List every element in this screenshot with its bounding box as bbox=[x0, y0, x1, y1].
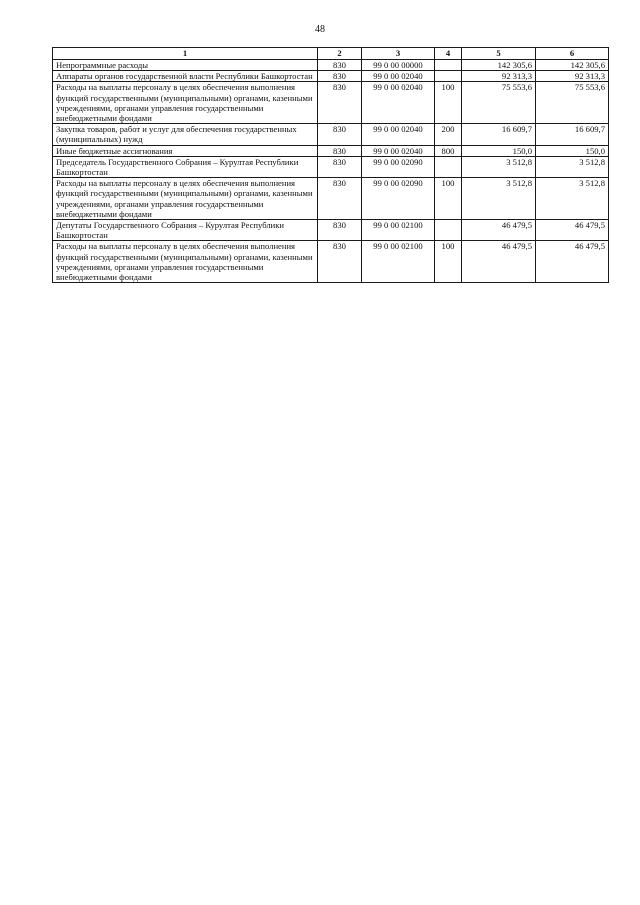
column-header-5: 5 bbox=[462, 48, 536, 60]
table-row bbox=[53, 71, 609, 82]
column-header-1: 1 bbox=[53, 48, 318, 60]
table-row bbox=[53, 220, 609, 241]
row-name: Иные бюджетные ассигнования bbox=[53, 145, 318, 156]
row-expense-type: 100 bbox=[435, 178, 462, 220]
column-header-6: 6 bbox=[536, 48, 609, 60]
row-amount-col5: 75 553,6 bbox=[462, 82, 536, 124]
row-amount-col6: 150,0 bbox=[536, 145, 609, 156]
row-amount-col6: 75 553,6 bbox=[536, 82, 609, 124]
row-name: Расходы на выплаты персоналу в целях обеспечения выполнения функций государственными (муниципальными) органами, казенными учреждениями, органами управления государственными внебюджетными фондами bbox=[53, 241, 318, 283]
row-expense-type: 200 bbox=[435, 124, 462, 145]
row-amount-col6: 46 479,5 bbox=[536, 220, 609, 241]
row-ministry-code: 830 bbox=[318, 60, 362, 71]
row-ministry-code: 830 bbox=[318, 220, 362, 241]
row-name: Председатель Государственного Собрания – Курултая Республики Башкортостан bbox=[53, 156, 318, 177]
row-target-article: 99 0 00 02100 bbox=[362, 220, 435, 241]
row-target-article: 99 0 00 02040 bbox=[362, 124, 435, 145]
row-target-article: 99 0 00 02090 bbox=[362, 156, 435, 177]
row-expense-type bbox=[435, 60, 462, 71]
page-number: 48 bbox=[315, 24, 325, 35]
row-amount-col6: 3 512,8 bbox=[536, 178, 609, 220]
row-name: Расходы на выплаты персоналу в целях обеспечения выполнения функций государственными (муниципальными) органами, казенными учреждениями, органами управления государственными внебюджетными фондами bbox=[53, 82, 318, 124]
row-expense-type bbox=[435, 71, 462, 82]
table-row bbox=[53, 241, 609, 283]
table-row bbox=[53, 124, 609, 145]
row-amount-col5: 142 305,6 bbox=[462, 60, 536, 71]
table-row bbox=[53, 178, 609, 220]
row-name: Непрограммные расходы bbox=[53, 60, 318, 71]
row-target-article: 99 0 00 02100 bbox=[362, 241, 435, 283]
table-header-row bbox=[53, 48, 609, 60]
row-amount-col6: 46 479,5 bbox=[536, 241, 609, 283]
row-amount-col5: 3 512,8 bbox=[462, 156, 536, 177]
row-ministry-code: 830 bbox=[318, 178, 362, 220]
row-expense-type bbox=[435, 156, 462, 177]
row-expense-type: 800 bbox=[435, 145, 462, 156]
row-name: Депутаты Государственного Собрания – Курултая Республики Башкортостан bbox=[53, 220, 318, 241]
column-header-2: 2 bbox=[318, 48, 362, 60]
row-expense-type: 100 bbox=[435, 82, 462, 124]
table-row bbox=[53, 145, 609, 156]
row-ministry-code: 830 bbox=[318, 241, 362, 283]
row-ministry-code: 830 bbox=[318, 156, 362, 177]
row-amount-col6: 92 313,3 bbox=[536, 71, 609, 82]
row-amount-col5: 46 479,5 bbox=[462, 220, 536, 241]
row-amount-col5: 92 313,3 bbox=[462, 71, 536, 82]
table-row bbox=[53, 156, 609, 177]
budget-table bbox=[52, 47, 609, 283]
row-amount-col6: 16 609,7 bbox=[536, 124, 609, 145]
row-target-article: 99 0 00 02090 bbox=[362, 178, 435, 220]
column-header-4: 4 bbox=[435, 48, 462, 60]
row-target-article: 99 0 00 02040 bbox=[362, 71, 435, 82]
row-amount-col5: 3 512,8 bbox=[462, 178, 536, 220]
row-name: Закупка товаров, работ и услуг для обеспечения государственных (муниципальных) нужд bbox=[53, 124, 318, 145]
row-target-article: 99 0 00 02040 bbox=[362, 145, 435, 156]
table-row bbox=[53, 60, 609, 71]
row-ministry-code: 830 bbox=[318, 82, 362, 124]
row-amount-col5: 16 609,7 bbox=[462, 124, 536, 145]
row-ministry-code: 830 bbox=[318, 124, 362, 145]
row-amount-col5: 150,0 bbox=[462, 145, 536, 156]
row-amount-col5: 46 479,5 bbox=[462, 241, 536, 283]
row-target-article: 99 0 00 00000 bbox=[362, 60, 435, 71]
row-ministry-code: 830 bbox=[318, 71, 362, 82]
table-row bbox=[53, 82, 609, 124]
column-header-3: 3 bbox=[362, 48, 435, 60]
row-expense-type: 100 bbox=[435, 241, 462, 283]
row-amount-col6: 142 305,6 bbox=[536, 60, 609, 71]
row-name: Аппараты органов государственной власти Республики Башкортостан bbox=[53, 71, 318, 82]
row-target-article: 99 0 00 02040 bbox=[362, 82, 435, 124]
row-expense-type bbox=[435, 220, 462, 241]
row-ministry-code: 830 bbox=[318, 145, 362, 156]
row-amount-col6: 3 512,8 bbox=[536, 156, 609, 177]
row-name: Расходы на выплаты персоналу в целях обеспечения выполнения функций государственными (муниципальными) органами, казенными учреждениями, органами управления государственными внебюджетными фондами bbox=[53, 178, 318, 220]
